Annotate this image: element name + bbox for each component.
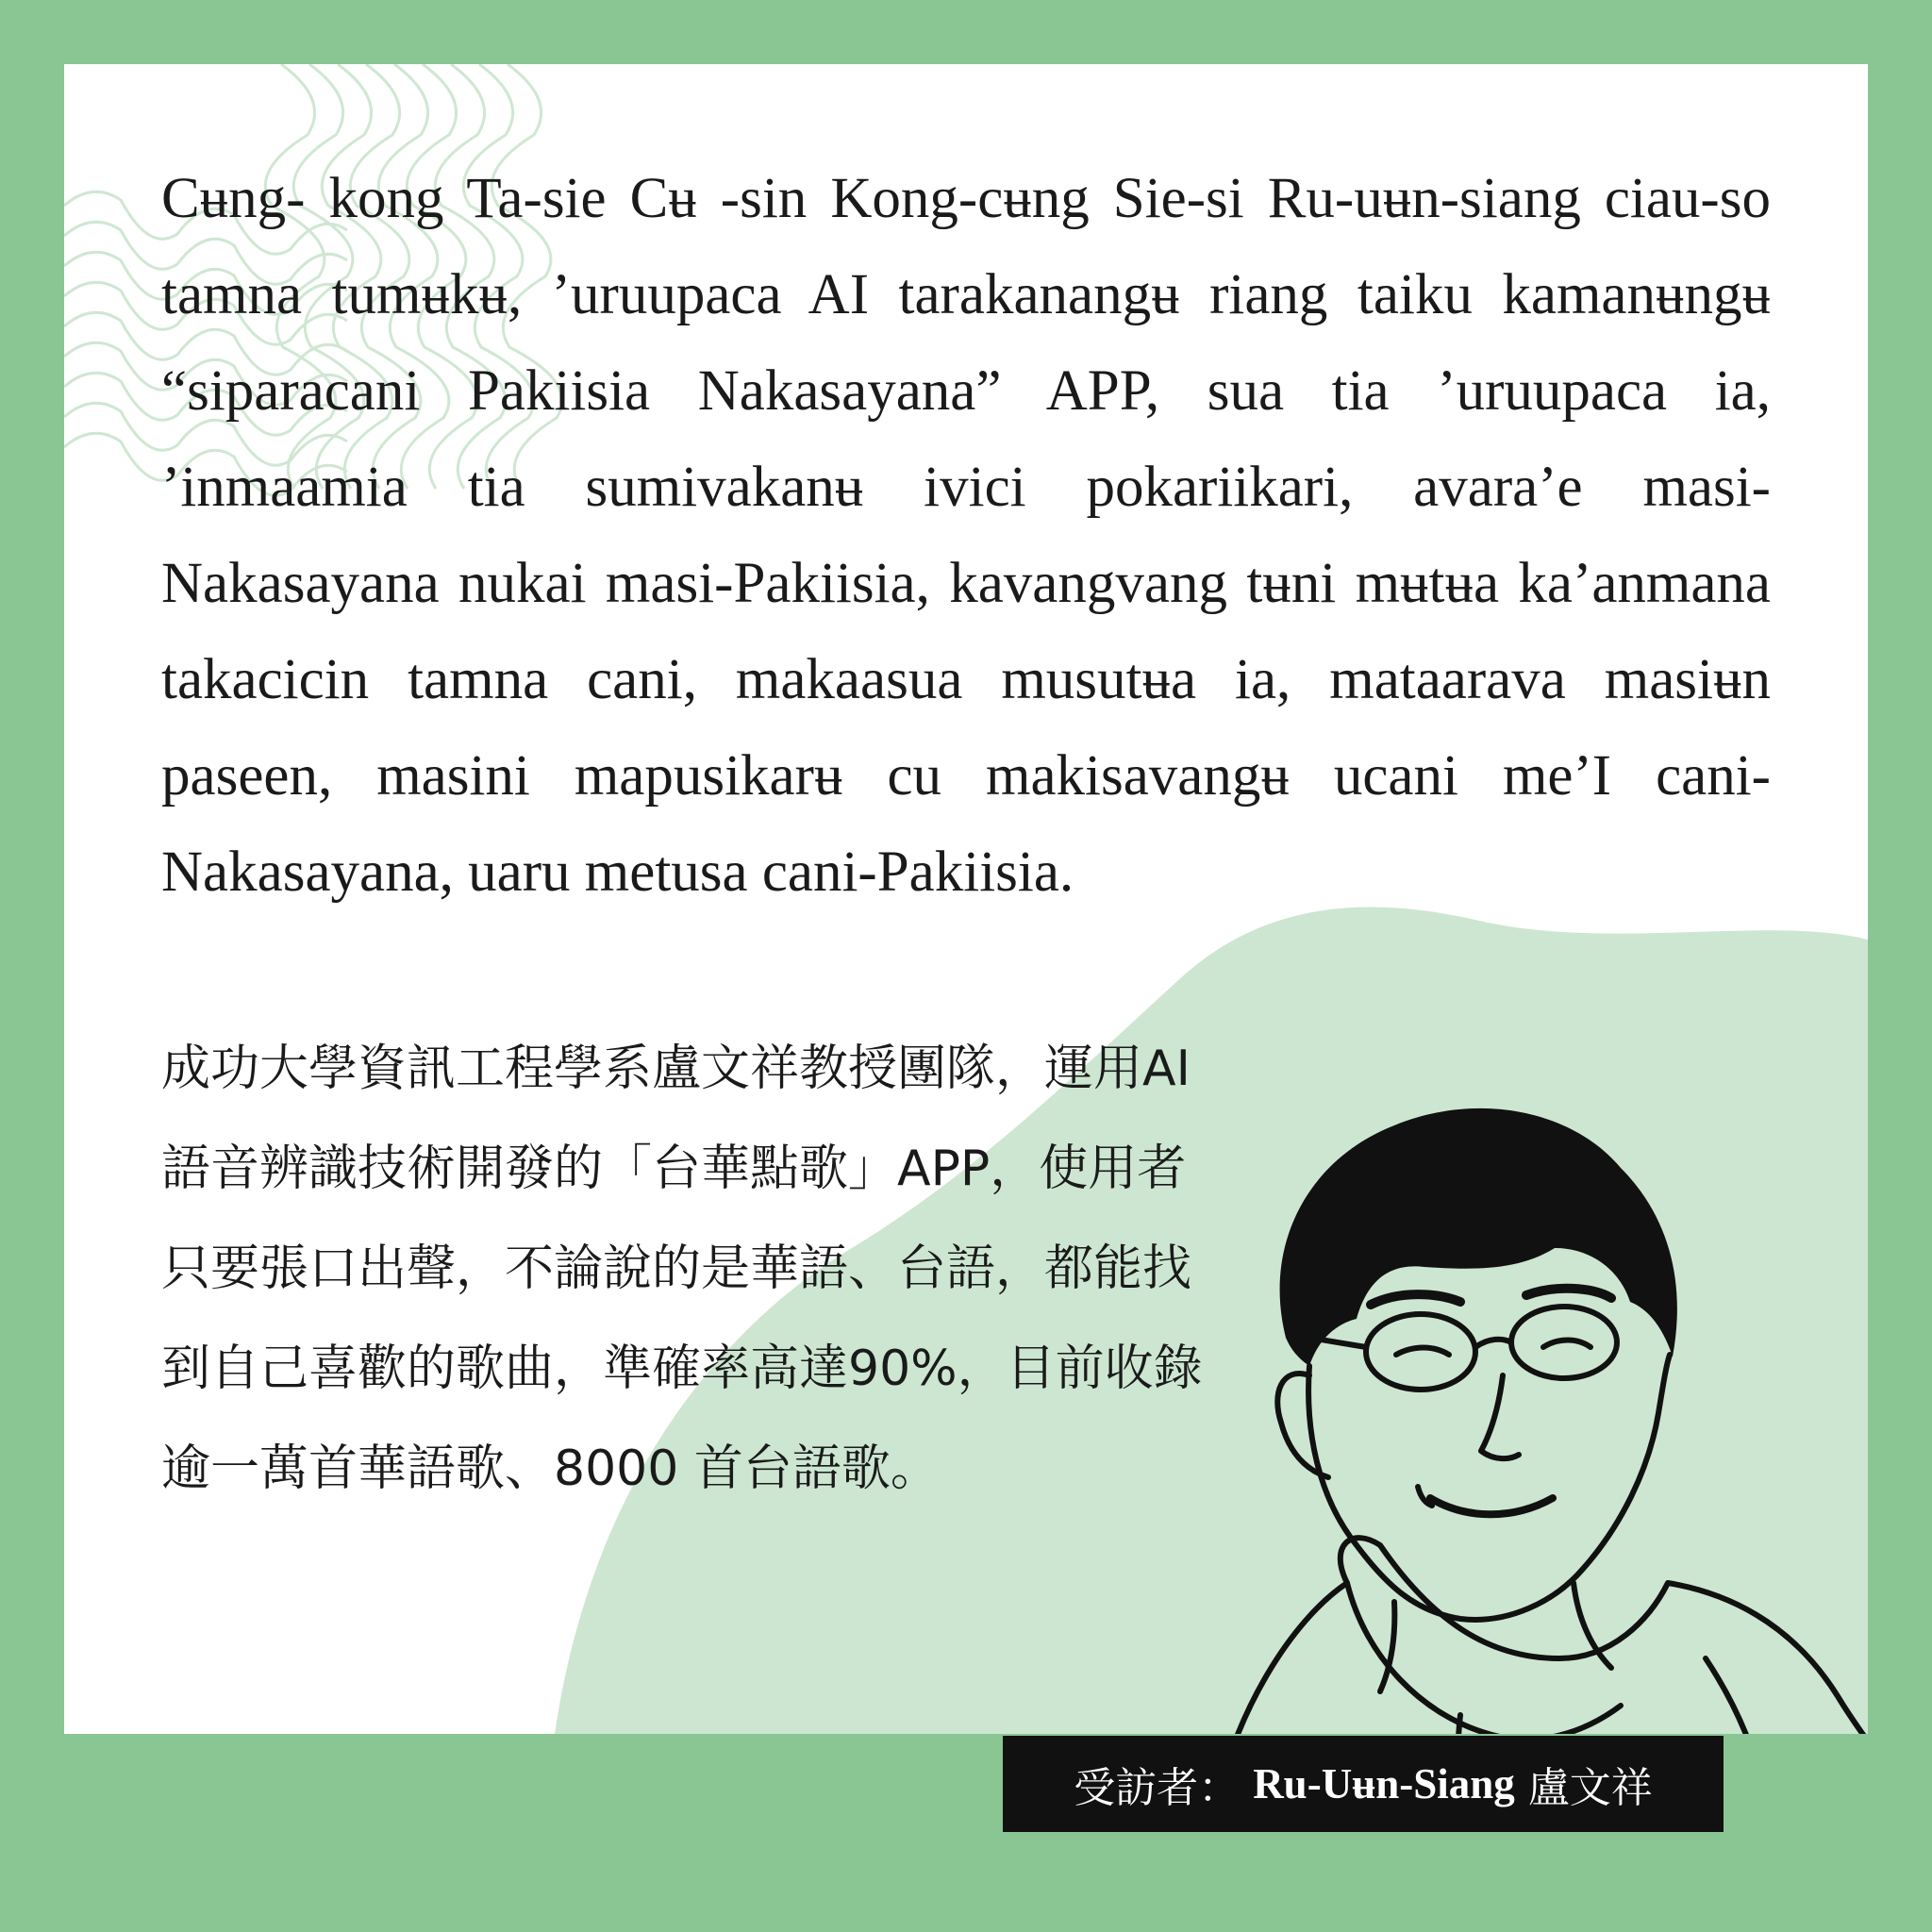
face-outline <box>1308 1355 1670 1620</box>
caption-label: 受訪者： <box>1074 1764 1241 1812</box>
interviewee-portrait <box>1177 1055 1868 1734</box>
native-language-paragraph: Cʉng- kong Ta-sie Cʉ -sin Kong-cʉng Sie-si Ru-uʉn-siang ciau-so tamna tumʉkʉ, ’uruupaca AI tarakanangʉ riang taiku kamanʉngʉ “siparacani Pakiisia Nakasayana” APP, sua tia ’uruupaca ia, ’inmaamia tia sumivakanʉ ivici pokariikari, avara’e masi-Nakasayana nukai masi-Pakiisia, kavangvang tʉni mʉtʉa ka’anmana takacicin tamna cani, makaasua musutʉa ia, mataarava masiʉn paseen, masini mapusikarʉ cu makisavangʉ ucani me’I cani-Nakasayana, uaru metusa cani-Pakiisia. <box>161 167 1771 904</box>
chinese-paragraph: 成功大學資訊工程學系盧文祥教授團隊，運用AI語音辨識技術開發的「台華點歌」APP，使用者只要張口出聲，不論說的是華語、台語，都能找到自己喜歡的歌曲，準確率高達90%，目前收錄逾一萬首華語歌、8000 首台語歌。 <box>161 1041 1203 1497</box>
ear <box>1277 1374 1328 1477</box>
nose <box>1481 1375 1519 1458</box>
eye-left <box>1396 1348 1449 1356</box>
hoodie-seam <box>1706 1658 1767 1734</box>
mouth <box>1430 1498 1553 1514</box>
caption-name-zh: 盧文祥 <box>1527 1764 1653 1812</box>
neck <box>1380 1602 1394 1691</box>
caption-name: Ru-Uʉn-Siang <box>1253 1760 1515 1807</box>
glasses-left-lens <box>1366 1314 1475 1390</box>
hoodie <box>1215 1538 1868 1734</box>
content-panel <box>64 64 1868 1734</box>
eyebrow-right <box>1526 1289 1611 1298</box>
hair <box>1280 1108 1677 1366</box>
glasses-bridge <box>1475 1340 1511 1347</box>
eyebrow-left <box>1371 1294 1460 1305</box>
interviewee-caption <box>1003 1736 1724 1832</box>
eye-right <box>1543 1341 1591 1348</box>
